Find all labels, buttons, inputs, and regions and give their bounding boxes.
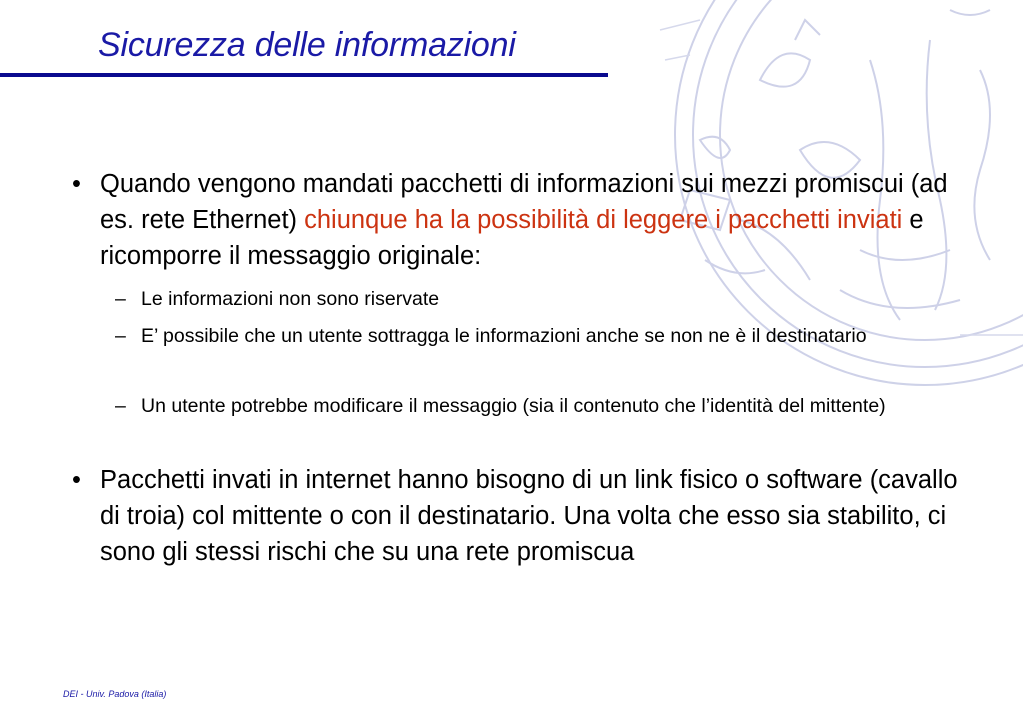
sub-bullet-mark: – bbox=[115, 395, 126, 417]
bullet-mark: • bbox=[72, 466, 81, 494]
bullet-highlight: chiunque ha la possibilità di leggere i pacchetti inviati bbox=[304, 206, 903, 234]
sub-bullet-item bbox=[115, 284, 971, 314]
sub-bullet-item bbox=[115, 321, 971, 351]
sub-bullet-mark: – bbox=[115, 288, 126, 310]
bullet-item bbox=[72, 166, 980, 274]
sub-bullet-text: Le informazioni non sono riservate bbox=[141, 288, 440, 310]
bullet-text: Quando vengono mandati pacchetti di informazioni sui mezzi promiscui (ad es. rete Ethernet) bbox=[100, 170, 948, 234]
sub-bullet-item bbox=[115, 391, 971, 421]
bullet-mark: • bbox=[72, 170, 81, 198]
bullet-text: e ricomporre il messaggio originale: bbox=[100, 206, 924, 270]
sub-bullet-text: Un utente potrebbe modificare il messaggio (sia il contenuto che l’identità del mittente) bbox=[141, 395, 886, 417]
footer-text: DEI - Univ. Padova (Italia) bbox=[63, 689, 167, 699]
sub-bullet-text: E’ possibile che un utente sottragga le informazioni anche se non ne è il destinatario bbox=[141, 325, 867, 347]
bullet-item bbox=[72, 462, 970, 570]
sub-bullet-mark: – bbox=[115, 325, 126, 347]
slide-title: Sicurezza delle informazioni bbox=[98, 26, 516, 64]
bullet-text: Pacchetti invati in internet hanno bisogno di un link fisico o software (cavallo di troia) col mittente o con il destinatario. Una volta che esso sia stabilito, ci sono gli stessi rischi che su una rete promiscua bbox=[100, 466, 958, 566]
